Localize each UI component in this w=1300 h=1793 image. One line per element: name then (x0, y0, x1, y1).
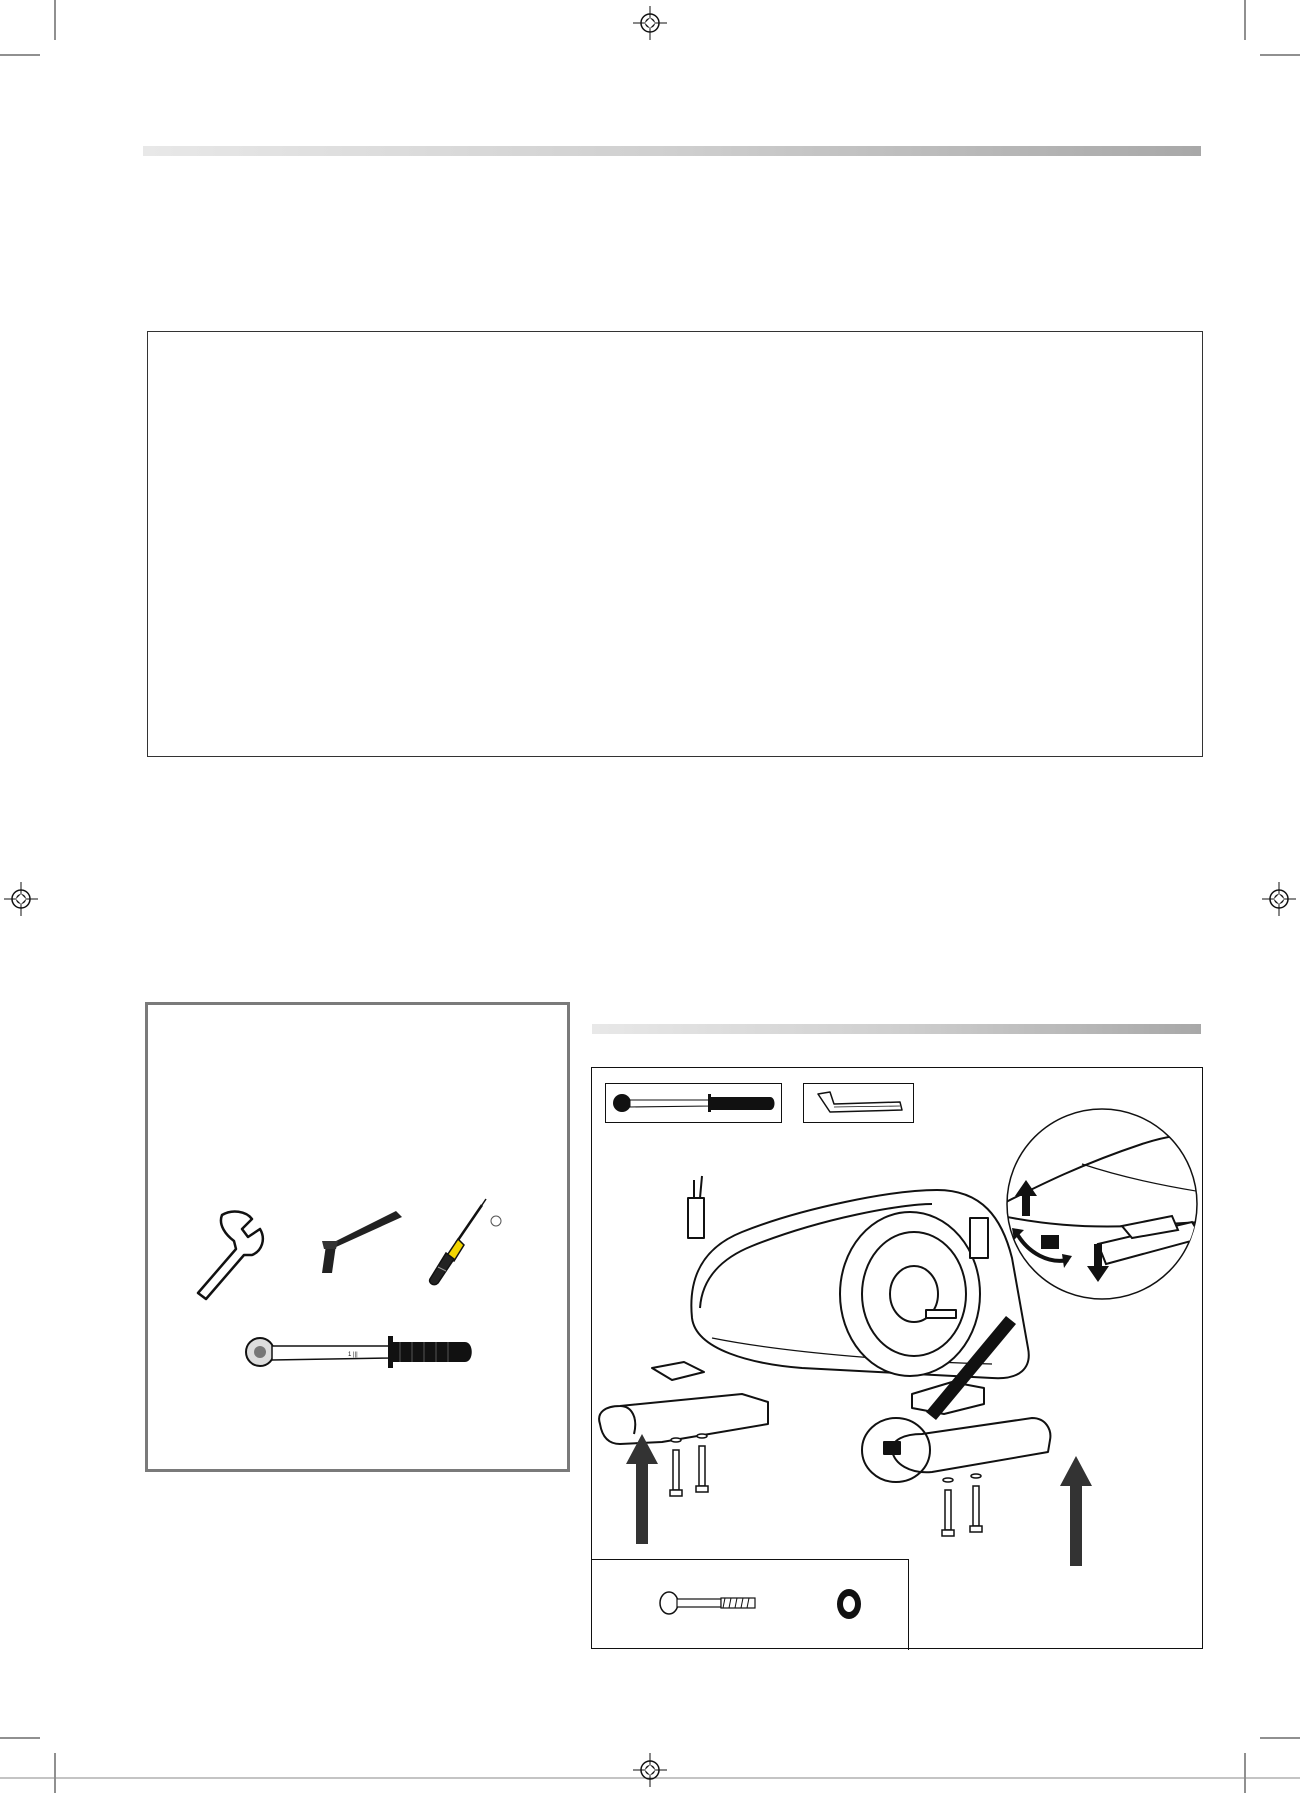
open-end-wrench-icon (192, 1207, 282, 1307)
registration-mark-icon (633, 6, 667, 40)
header-rule (143, 146, 1201, 156)
washer-icon (834, 1586, 864, 1622)
tool-box-torque-wrench (605, 1083, 782, 1123)
screwdriver-icon (416, 1195, 516, 1295)
torque-wrench-icon (610, 1088, 778, 1118)
tools-panel (145, 1002, 570, 1472)
bolt-icon (657, 1590, 767, 1616)
svg-text:1 |||: 1 ||| (348, 1352, 358, 1358)
registration-mark-icon (633, 1753, 667, 1787)
torque-wrench-icon (240, 1330, 480, 1380)
registration-mark-icon (4, 882, 38, 916)
section-rule (592, 1024, 1201, 1034)
up-arrow-icon (622, 1434, 662, 1544)
assembly-diagram (591, 1067, 1203, 1649)
tool-box-allen-key (803, 1083, 914, 1123)
hardware-box (591, 1559, 909, 1650)
content-frame (147, 331, 1203, 757)
hex-key-icon (308, 1205, 408, 1285)
detail-zoom (1002, 1104, 1202, 1304)
registration-mark-icon (1262, 882, 1296, 916)
up-arrow-icon (1056, 1456, 1096, 1566)
allen-key-icon (810, 1088, 910, 1120)
